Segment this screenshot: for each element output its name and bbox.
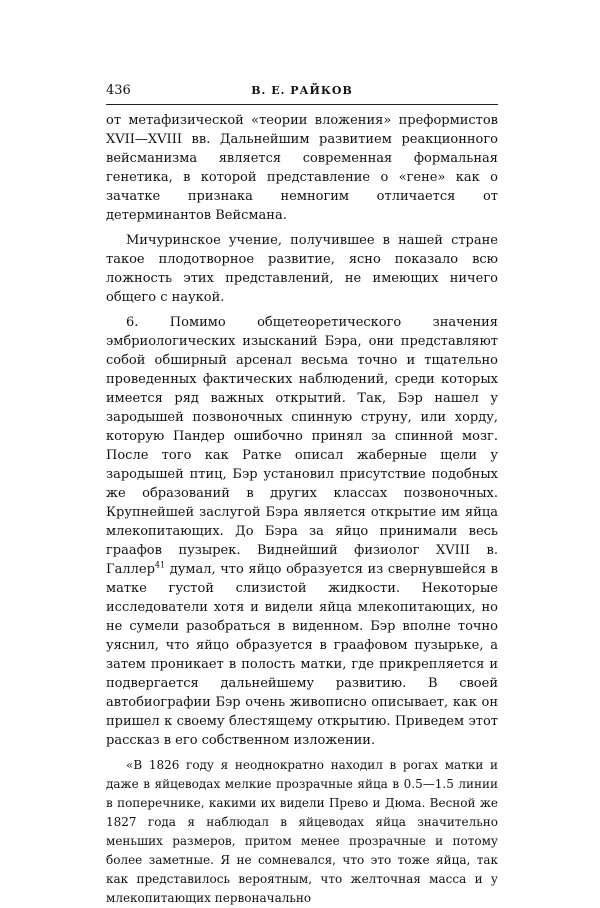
quote-paragraph: «В 1826 году я неоднократно находил в рогах матки и даже в яйцеводах мелкие прозрачные яйца в 0.5—1.5 линии в поперечнике, какими их видели Прево и Дюма. Весной же 1827 года я наблюдал в яйцеводах яйца значительно меньших размеров, притом менее прозрачные и потому более заметные. Я не сомневался, что это тоже яйца, так как представилось вероятным, что желточная масса и у млекопитающих первоначально — [106, 758, 498, 905]
paragraph-continuation: от метафизической «теории вложения» преформистов XVII—XVIII вв. Дальнейшим развитием реакционного вейсманизма является современная формальная генетика, в которой представление о «гене» как о зачатке признака немногим отличается от детерминантов Вейсмана. — [106, 113, 498, 223]
header-rule — [106, 104, 498, 105]
paragraph-michurin: Мичуринское учение, получившее в нашей стране такое плодотворное развитие, ясно показало всю ложность этих представлений, не имеющих ничего общего с наукой. — [106, 233, 498, 305]
footnote-marker: 41 — [154, 560, 166, 570]
body-text — [106, 111, 498, 908]
paragraph-section-6 — [106, 313, 498, 750]
running-head — [106, 83, 498, 101]
section-6-text-cont: думал, что яйцо образуется из свернувшейся в матке густой слизистой жидкости. Некоторые исследователи хотя и видели яйца млекопитающих, но не сумели разобраться в виденном. Бэр вполне точно уяснил, что яйцо образуется в граафовом пузырьке, а затем проникает в полость матки, где прикрепляется и подвергается дальнейшему развитию. В своей автобиографии Бэр очень живописно описывает, как он пришел к своему блестящему открытию. Приведем этот рассказ в его собственном изложении. — [106, 562, 498, 748]
section-6-text: 6. Помимо общетеоретического значения эмбриологических изысканий Бэра, они представляют собой обширный арсенал весьма точно и тщательно проведенных фактических наблюдений, среди которых имеется ряд важных открытий. Так, Бэр нашел у зародышей позвоночных спинную струну, или хорду, которую Пандер ошибочно принял за спинной мозг. После того как Ратке описал жаберные щели у зародышей птиц, Бэр установил присутствие подобных же образований в других классах позвоночных. Крупнейшей заслугой Бэра является открытие им яйца млекопитающих. До Бэра за яйцо принимали весь граафов пузырек. Виднейший физиолог XVIII в. Галлер — [106, 315, 498, 577]
page-number: 436 — [106, 83, 131, 98]
header-title: В. Е. РАЙКОВ — [251, 84, 353, 97]
